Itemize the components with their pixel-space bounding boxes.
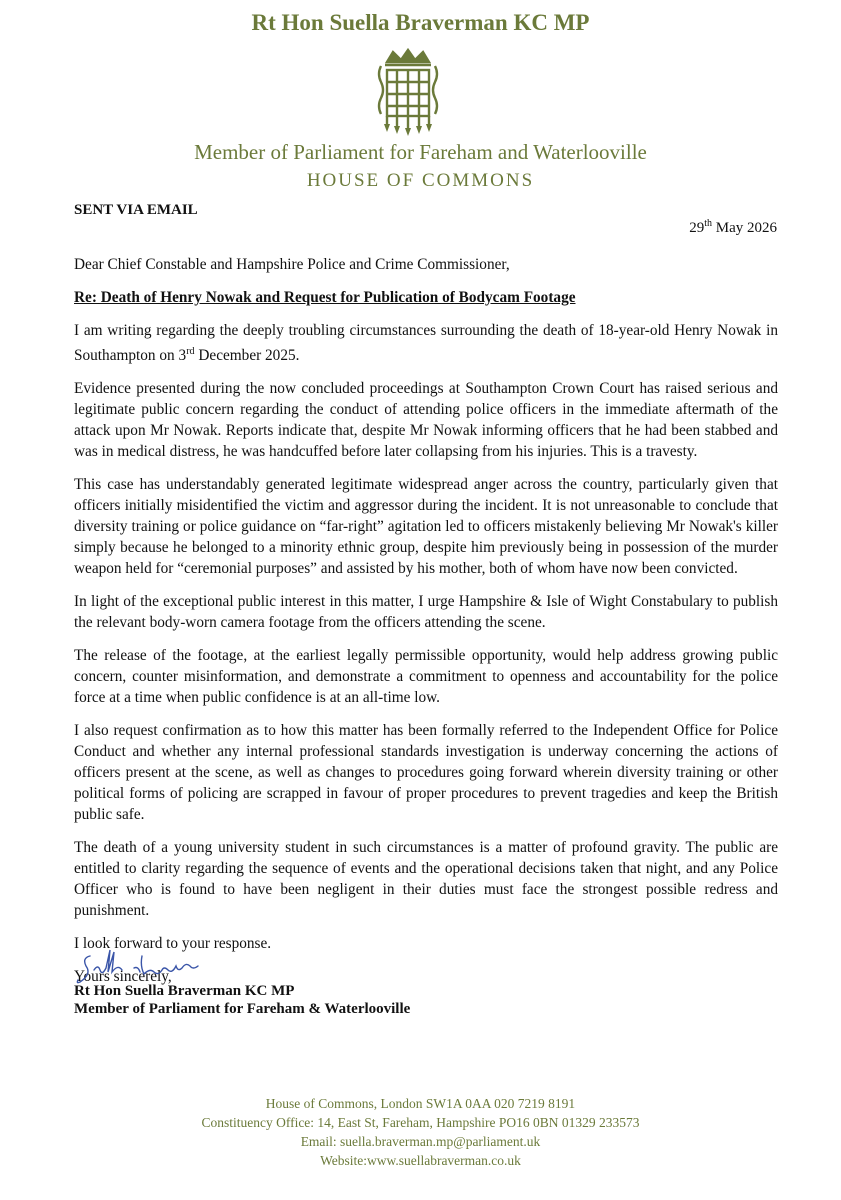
p1-sup: rd: [186, 346, 195, 357]
paragraph-8: I look forward to your response.: [74, 935, 272, 953]
portcullis-icon: [375, 46, 441, 136]
footer-email: Email: suella.braverman.mp@parliament.uk: [300, 1134, 541, 1149]
date-suffix: th: [704, 218, 712, 229]
footer-website: Website:www.suellabraverman.co.uk: [320, 1153, 521, 1168]
footer-constituency-office: Constituency Office: 14, East St, Fareham, Hampshire PO16 0BN 01329 233573: [201, 1115, 640, 1130]
letterhead-house: HOUSE OF COMMONS: [306, 170, 535, 191]
paragraph-1: [74, 320, 778, 366]
date-rest: May 2026: [712, 220, 777, 236]
signature-block: [74, 982, 410, 1018]
sent-via-label: SENT VIA EMAIL: [74, 202, 198, 218]
paragraph-2: Evidence presented during the now concluded proceedings at Southampton Crown Court has raised serious and legitimate public concern regarding the conduct of attending police officers in the immediate aftermath of the attack upon Mr Nowak. Reports indicate that, despite Mr Nowak informing officers that he had been stabbed and was in medical distress, he was handcuffed before later collapsing from his injuries. This is a travesty.: [74, 380, 778, 461]
paragraph-4: In light of the exceptional public interest in this matter, I urge Hampshire & Isle of Wight Constabulary to publish the relevant body-worn camera footage from the officers attending the scene.: [74, 593, 778, 632]
letter-body: [74, 254, 778, 999]
paragraph-5: The release of the footage, at the earliest legally permissible opportunity, would help address growing public concern, counter misinformation, and demonstrate a commitment to openness and accountability for the police force at a time when public confidence is at an all-time low.: [74, 647, 778, 707]
salutation: Dear Chief Constable and Hampshire Police and Crime Commissioner,: [74, 256, 510, 273]
closing: Yours sincerely,: [74, 968, 172, 986]
paragraph-3: This case has understandably generated legitimate widespread anger across the country, particularly given that officers initially misidentified the victim and aggressor during the incident. It is not unreasonable to conclude that diversity training or police guidance on “far-right” agitation led to officers mistakenly believing Mr Nowak's killer simply because he belonged to a minority ethnic group, despite him previously being in possession of the murder weapon held for “ceremonial purposes” and assisted by his mother, both of whom have now been convicted.: [74, 476, 778, 578]
paragraph-6: I also request confirmation as to how this matter has been formally referred to the Independent Office for Police Conduct and whether any internal professional standards investigation is underway concerning the actions of officers present at the scene, as well as changes to procedures going forward wherein diversity training or other political forms of policing are scrapped in favour of proper procedures to prevent tragedies and keep the British public safe.: [74, 722, 778, 824]
letterhead-name: Rt Hon Suella Braverman KC MP: [251, 10, 590, 35]
p1-text: I am writing regarding the deeply troubling circumstances surrounding the death of 18-year-old Henry Nowak in Southampton on 3: [74, 322, 778, 365]
footer-address: House of Commons, London SW1A 0AA 020 7219 8191: [265, 1096, 576, 1111]
signer-title: Member of Parliament for Fareham & Waterlooville: [74, 1001, 411, 1017]
p1-end: December 2025.: [194, 347, 300, 365]
letter-date: [689, 218, 777, 237]
date-day: 29: [689, 220, 705, 236]
paragraph-7: The death of a young university student in such circumstances is a matter of profound gravity. The public are entitled to clarity regarding the sequence of events and the operational decisions taken that night, and any Police Officer who is found to have been negligent in their duties must face the strongest possible redress and punishment.: [74, 839, 778, 920]
letter-footer: [0, 1094, 841, 1170]
letterhead-constituency: Member of Parliament for Fareham and Waterlooville: [194, 140, 647, 164]
subject-line: Re: Death of Henry Nowak and Request for Publication of Bodycam Footage: [74, 289, 576, 306]
signer-name: Rt Hon Suella Braverman KC MP: [74, 983, 295, 999]
